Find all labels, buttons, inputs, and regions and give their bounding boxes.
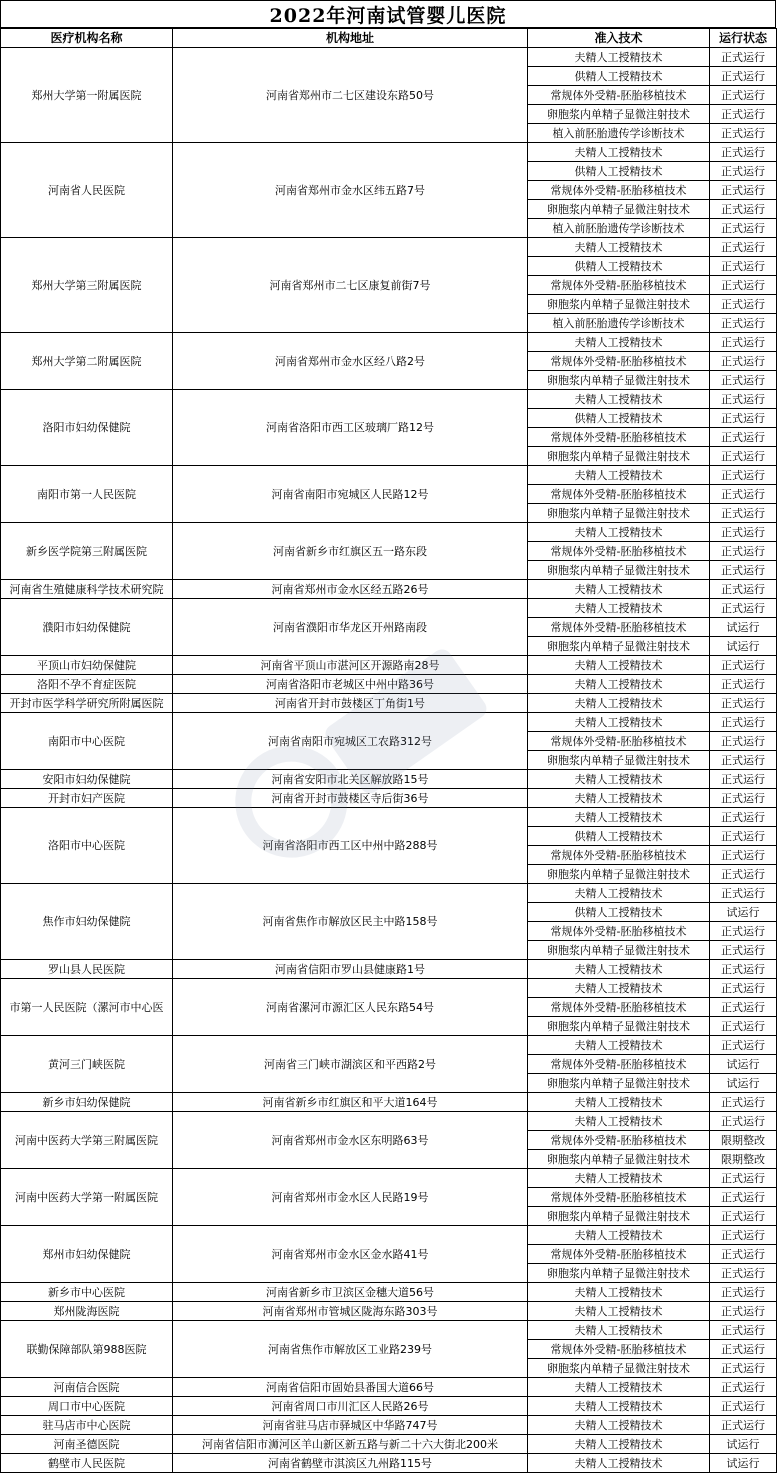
hospital-address-cell: 河南省南阳市宛城区人民路12号 xyxy=(173,466,528,523)
technology-cell: 卵胞浆内单精子显微注射技术 xyxy=(528,295,710,314)
hospital-name-cell: 郑州大学第一附属医院 xyxy=(1,48,173,143)
technology-cell: 常规体外受精-胚胎移植技术 xyxy=(528,352,710,371)
technology-cell: 夫精人工授精技术 xyxy=(528,675,710,694)
table-row xyxy=(1,960,777,979)
hospital-address-cell: 河南省开封市鼓楼区寺后街36号 xyxy=(173,789,528,808)
technology-cell: 卵胞浆内单精子显微注射技术 xyxy=(528,561,710,580)
hospital-name-cell: 驻马店市中心医院 xyxy=(1,1416,173,1435)
hospital-name-cell: 市第一人民医院（漯河市中心医 xyxy=(1,979,173,1036)
status-cell: 正式运行 xyxy=(710,1017,777,1036)
status-cell: 正式运行 xyxy=(710,1321,777,1340)
hospital-name-cell: 黄河三门峡医院 xyxy=(1,1036,173,1093)
table-row xyxy=(1,1321,777,1340)
status-cell: 正式运行 xyxy=(710,884,777,903)
status-cell: 正式运行 xyxy=(710,219,777,238)
hospital-name-cell: 鹤壁市人民医院 xyxy=(1,1454,173,1473)
status-cell: 正式运行 xyxy=(710,656,777,675)
status-cell: 试运行 xyxy=(710,903,777,922)
table-row xyxy=(1,1112,777,1131)
technology-cell: 卵胞浆内单精子显微注射技术 xyxy=(528,865,710,884)
hospital-name-cell: 郑州大学第三附属医院 xyxy=(1,238,173,333)
table-row xyxy=(1,713,777,732)
technology-cell: 卵胞浆内单精子显微注射技术 xyxy=(528,941,710,960)
technology-cell: 夫精人工授精技术 xyxy=(528,238,710,257)
technology-cell: 常规体外受精-胚胎移植技术 xyxy=(528,485,710,504)
hospital-table xyxy=(0,28,777,1473)
technology-cell: 夫精人工授精技术 xyxy=(528,770,710,789)
hospital-name-cell: 濮阳市妇幼保健院 xyxy=(1,599,173,656)
hospital-address-cell: 河南省周口市川汇区人民路26号 xyxy=(173,1397,528,1416)
technology-cell: 夫精人工授精技术 xyxy=(528,960,710,979)
hospital-name-cell: 周口市中心医院 xyxy=(1,1397,173,1416)
hospital-address-cell: 河南省鹤壁市淇滨区九州路115号 xyxy=(173,1454,528,1473)
technology-cell: 夫精人工授精技术 xyxy=(528,1302,710,1321)
technology-cell: 常规体外受精-胚胎移植技术 xyxy=(528,542,710,561)
technology-cell: 夫精人工授精技术 xyxy=(528,1093,710,1112)
hospital-address-cell: 河南省焦作市解放区工业路239号 xyxy=(173,1321,528,1378)
table-row xyxy=(1,656,777,675)
status-cell: 正式运行 xyxy=(710,428,777,447)
hospital-address-cell: 河南省信阳市固始县番国大道66号 xyxy=(173,1378,528,1397)
hospital-address-cell: 河南省三门峡市湖滨区和平西路2号 xyxy=(173,1036,528,1093)
technology-cell: 供精人工授精技术 xyxy=(528,257,710,276)
technology-cell: 夫精人工授精技术 xyxy=(528,694,710,713)
status-cell: 正式运行 xyxy=(710,1302,777,1321)
technology-cell: 夫精人工授精技术 xyxy=(528,1169,710,1188)
hospital-name-cell: 新乡医学院第三附属医院 xyxy=(1,523,173,580)
status-cell: 试运行 xyxy=(710,1435,777,1454)
table-header-row xyxy=(1,29,777,48)
hospital-name-cell: 河南中医药大学第三附属医院 xyxy=(1,1112,173,1169)
status-cell: 正式运行 xyxy=(710,143,777,162)
hospital-address-cell: 河南省开封市鼓楼区丁角街1号 xyxy=(173,694,528,713)
technology-cell: 植入前胚胎遗传学诊断技术 xyxy=(528,124,710,143)
technology-cell: 夫精人工授精技术 xyxy=(528,143,710,162)
hospital-name-cell: 河南信合医院 xyxy=(1,1378,173,1397)
hospital-address-cell: 河南省安阳市北关区解放路15号 xyxy=(173,770,528,789)
sheet-title: 2022年河南试管婴儿医院 xyxy=(0,0,776,28)
status-cell: 正式运行 xyxy=(710,1169,777,1188)
technology-cell: 夫精人工授精技术 xyxy=(528,523,710,542)
technology-cell: 卵胞浆内单精子显微注射技术 xyxy=(528,200,710,219)
status-cell: 正式运行 xyxy=(710,333,777,352)
table-row xyxy=(1,599,777,618)
table-row xyxy=(1,466,777,485)
status-cell: 正式运行 xyxy=(710,1226,777,1245)
technology-cell: 常规体外受精-胚胎移植技术 xyxy=(528,1188,710,1207)
status-cell: 正式运行 xyxy=(710,371,777,390)
hospital-address-cell: 河南省濮阳市华龙区开州路南段 xyxy=(173,599,528,656)
header-name: 医疗机构名称 xyxy=(1,29,173,48)
status-cell: 正式运行 xyxy=(710,257,777,276)
status-cell: 正式运行 xyxy=(710,694,777,713)
hospital-address-cell: 河南省郑州市管城区陇海东路303号 xyxy=(173,1302,528,1321)
technology-cell: 夫精人工授精技术 xyxy=(528,1435,710,1454)
hospital-address-cell: 河南省郑州市金水区经八路2号 xyxy=(173,333,528,390)
hospital-name-cell: 洛阳市中心医院 xyxy=(1,808,173,884)
header-address: 机构地址 xyxy=(173,29,528,48)
status-cell: 正式运行 xyxy=(710,1207,777,1226)
technology-cell: 常规体外受精-胚胎移植技术 xyxy=(528,618,710,637)
status-cell: 正式运行 xyxy=(710,580,777,599)
hospital-address-cell: 河南省南阳市宛城区工农路312号 xyxy=(173,713,528,770)
hospital-address-cell: 河南省郑州市金水区经五路26号 xyxy=(173,580,528,599)
status-cell: 正式运行 xyxy=(710,1036,777,1055)
technology-cell: 卵胞浆内单精子显微注射技术 xyxy=(528,371,710,390)
technology-cell: 夫精人工授精技术 xyxy=(528,1112,710,1131)
technology-cell: 夫精人工授精技术 xyxy=(528,1321,710,1340)
technology-cell: 夫精人工授精技术 xyxy=(528,1226,710,1245)
technology-cell: 夫精人工授精技术 xyxy=(528,1036,710,1055)
hospital-name-cell: 河南中医药大学第一附属医院 xyxy=(1,1169,173,1226)
hospital-name-cell: 河南省生殖健康科学技术研究院 xyxy=(1,580,173,599)
status-cell: 正式运行 xyxy=(710,352,777,371)
hospital-address-cell: 河南省郑州市金水区东明路63号 xyxy=(173,1112,528,1169)
technology-cell: 卵胞浆内单精子显微注射技术 xyxy=(528,1207,710,1226)
status-cell: 正式运行 xyxy=(710,238,777,257)
technology-cell: 供精人工授精技术 xyxy=(528,162,710,181)
hospital-name-cell: 联勤保障部队第988医院 xyxy=(1,1321,173,1378)
hospital-name-cell: 平顶山市妇幼保健院 xyxy=(1,656,173,675)
status-cell: 正式运行 xyxy=(710,979,777,998)
status-cell: 正式运行 xyxy=(710,67,777,86)
hospital-address-cell: 河南省洛阳市西工区中州中路288号 xyxy=(173,808,528,884)
hospital-address-cell: 河南省郑州市二七区康复前街7号 xyxy=(173,238,528,333)
technology-cell: 常规体外受精-胚胎移植技术 xyxy=(528,86,710,105)
status-cell: 正式运行 xyxy=(710,827,777,846)
table-row xyxy=(1,789,777,808)
technology-cell: 常规体外受精-胚胎移植技术 xyxy=(528,846,710,865)
hospital-name-cell: 南阳市第一人民医院 xyxy=(1,466,173,523)
status-cell: 正式运行 xyxy=(710,998,777,1017)
hospital-name-cell: 开封市妇产医院 xyxy=(1,789,173,808)
hospital-address-cell: 河南省洛阳市老城区中州中路36号 xyxy=(173,675,528,694)
status-cell: 正式运行 xyxy=(710,1112,777,1131)
table-row xyxy=(1,523,777,542)
table-row xyxy=(1,390,777,409)
table-row xyxy=(1,1378,777,1397)
hospital-name-cell: 新乡市中心医院 xyxy=(1,1283,173,1302)
table-row xyxy=(1,1397,777,1416)
status-cell: 正式运行 xyxy=(710,276,777,295)
technology-cell: 常规体外受精-胚胎移植技术 xyxy=(528,1055,710,1074)
status-cell: 正式运行 xyxy=(710,599,777,618)
status-cell: 正式运行 xyxy=(710,1093,777,1112)
status-cell: 正式运行 xyxy=(710,409,777,428)
hospital-address-cell: 河南省郑州市金水区金水路41号 xyxy=(173,1226,528,1283)
table-row xyxy=(1,1283,777,1302)
hospital-name-cell: 河南圣德医院 xyxy=(1,1435,173,1454)
hospital-address-cell: 河南省郑州市金水区人民路19号 xyxy=(173,1169,528,1226)
table-row xyxy=(1,675,777,694)
hospital-name-cell: 新乡市妇幼保健院 xyxy=(1,1093,173,1112)
status-cell: 正式运行 xyxy=(710,561,777,580)
table-row xyxy=(1,1226,777,1245)
technology-cell: 夫精人工授精技术 xyxy=(528,599,710,618)
header-status: 运行状态 xyxy=(710,29,777,48)
technology-cell: 卵胞浆内单精子显微注射技术 xyxy=(528,447,710,466)
status-cell: 正式运行 xyxy=(710,504,777,523)
hospital-name-cell: 河南省人民医院 xyxy=(1,143,173,238)
status-cell: 试运行 xyxy=(710,637,777,656)
status-cell: 正式运行 xyxy=(710,542,777,561)
hospital-address-cell: 河南省信阳市浉河区羊山新区新五路与新二十六大街北200米 xyxy=(173,1435,528,1454)
status-cell: 试运行 xyxy=(710,1454,777,1473)
technology-cell: 卵胞浆内单精子显微注射技术 xyxy=(528,637,710,656)
technology-cell: 卵胞浆内单精子显微注射技术 xyxy=(528,1359,710,1378)
table-row xyxy=(1,1454,777,1473)
status-cell: 正式运行 xyxy=(710,732,777,751)
technology-cell: 夫精人工授精技术 xyxy=(528,656,710,675)
table-row xyxy=(1,694,777,713)
hospital-name-cell: 安阳市妇幼保健院 xyxy=(1,770,173,789)
status-cell: 正式运行 xyxy=(710,447,777,466)
table-row xyxy=(1,979,777,998)
table-row xyxy=(1,143,777,162)
hospital-name-cell: 郑州大学第二附属医院 xyxy=(1,333,173,390)
status-cell: 正式运行 xyxy=(710,466,777,485)
technology-cell: 卵胞浆内单精子显微注射技术 xyxy=(528,1074,710,1093)
table-row xyxy=(1,1036,777,1055)
table-row xyxy=(1,884,777,903)
hospital-address-cell: 河南省驻马店市驿城区中华路747号 xyxy=(173,1416,528,1435)
hospital-name-cell: 开封市医学科学研究所附属医院 xyxy=(1,694,173,713)
status-cell: 正式运行 xyxy=(710,865,777,884)
technology-cell: 常规体外受精-胚胎移植技术 xyxy=(528,428,710,447)
status-cell: 正式运行 xyxy=(710,1245,777,1264)
table-row xyxy=(1,1302,777,1321)
technology-cell: 植入前胚胎遗传学诊断技术 xyxy=(528,314,710,333)
status-cell: 试运行 xyxy=(710,1074,777,1093)
technology-cell: 夫精人工授精技术 xyxy=(528,713,710,732)
status-cell: 正式运行 xyxy=(710,1264,777,1283)
hospital-name-cell: 焦作市妇幼保健院 xyxy=(1,884,173,960)
status-cell: 正式运行 xyxy=(710,1340,777,1359)
technology-cell: 夫精人工授精技术 xyxy=(528,48,710,67)
status-cell: 正式运行 xyxy=(710,751,777,770)
table-row xyxy=(1,1435,777,1454)
hospital-name-cell: 洛阳不孕不育症医院 xyxy=(1,675,173,694)
status-cell: 试运行 xyxy=(710,1055,777,1074)
hospital-address-cell: 河南省洛阳市西工区玻璃厂路12号 xyxy=(173,390,528,466)
technology-cell: 夫精人工授精技术 xyxy=(528,1378,710,1397)
hospital-address-cell: 河南省信阳市罗山县健康路1号 xyxy=(173,960,528,979)
status-cell: 正式运行 xyxy=(710,713,777,732)
status-cell: 正式运行 xyxy=(710,770,777,789)
status-cell: 正式运行 xyxy=(710,200,777,219)
technology-cell: 供精人工授精技术 xyxy=(528,903,710,922)
status-cell: 正式运行 xyxy=(710,314,777,333)
hospital-address-cell: 河南省漯河市源汇区人民东路54号 xyxy=(173,979,528,1036)
table-row xyxy=(1,808,777,827)
table-row xyxy=(1,238,777,257)
hospital-address-cell: 河南省平顶山市湛河区开源路南28号 xyxy=(173,656,528,675)
technology-cell: 常规体外受精-胚胎移植技术 xyxy=(528,1340,710,1359)
status-cell: 正式运行 xyxy=(710,846,777,865)
technology-cell: 夫精人工授精技术 xyxy=(528,466,710,485)
hospital-address-cell: 河南省焦作市解放区民主中路158号 xyxy=(173,884,528,960)
hospital-address-cell: 河南省新乡市卫滨区金穗大道56号 xyxy=(173,1283,528,1302)
technology-cell: 卵胞浆内单精子显微注射技术 xyxy=(528,1150,710,1169)
status-cell: 正式运行 xyxy=(710,1397,777,1416)
status-cell: 正式运行 xyxy=(710,675,777,694)
status-cell: 正式运行 xyxy=(710,48,777,67)
table-row xyxy=(1,580,777,599)
status-cell: 试运行 xyxy=(710,618,777,637)
technology-cell: 供精人工授精技术 xyxy=(528,67,710,86)
status-cell: 正式运行 xyxy=(710,295,777,314)
status-cell: 正式运行 xyxy=(710,485,777,504)
technology-cell: 卵胞浆内单精子显微注射技术 xyxy=(528,105,710,124)
technology-cell: 供精人工授精技术 xyxy=(528,409,710,428)
table-row xyxy=(1,1169,777,1188)
technology-cell: 夫精人工授精技术 xyxy=(528,1283,710,1302)
technology-cell: 供精人工授精技术 xyxy=(528,827,710,846)
technology-cell: 夫精人工授精技术 xyxy=(528,1416,710,1435)
technology-cell: 夫精人工授精技术 xyxy=(528,390,710,409)
technology-cell: 卵胞浆内单精子显微注射技术 xyxy=(528,751,710,770)
status-cell: 限期整改 xyxy=(710,1131,777,1150)
status-cell: 正式运行 xyxy=(710,181,777,200)
hospital-name-cell: 郑州市妇幼保健院 xyxy=(1,1226,173,1283)
hospital-name-cell: 南阳市中心医院 xyxy=(1,713,173,770)
status-cell: 正式运行 xyxy=(710,1378,777,1397)
technology-cell: 夫精人工授精技术 xyxy=(528,1454,710,1473)
table-row xyxy=(1,333,777,352)
table-row xyxy=(1,1093,777,1112)
hospital-name-cell: 洛阳市妇幼保健院 xyxy=(1,390,173,466)
technology-cell: 夫精人工授精技术 xyxy=(528,1397,710,1416)
status-cell: 正式运行 xyxy=(710,941,777,960)
status-cell: 正式运行 xyxy=(710,390,777,409)
header-technology: 准入技术 xyxy=(528,29,710,48)
technology-cell: 夫精人工授精技术 xyxy=(528,979,710,998)
status-cell: 正式运行 xyxy=(710,86,777,105)
technology-cell: 常规体外受精-胚胎移植技术 xyxy=(528,922,710,941)
status-cell: 正式运行 xyxy=(710,922,777,941)
technology-cell: 常规体外受精-胚胎移植技术 xyxy=(528,998,710,1017)
technology-cell: 植入前胚胎遗传学诊断技术 xyxy=(528,219,710,238)
status-cell: 正式运行 xyxy=(710,124,777,143)
status-cell: 限期整改 xyxy=(710,1150,777,1169)
table-row xyxy=(1,48,777,67)
table-row xyxy=(1,770,777,789)
technology-cell: 卵胞浆内单精子显微注射技术 xyxy=(528,504,710,523)
status-cell: 正式运行 xyxy=(710,808,777,827)
status-cell: 正式运行 xyxy=(710,1188,777,1207)
hospital-address-cell: 河南省郑州市二七区建设东路50号 xyxy=(173,48,528,143)
technology-cell: 夫精人工授精技术 xyxy=(528,808,710,827)
technology-cell: 夫精人工授精技术 xyxy=(528,789,710,808)
status-cell: 正式运行 xyxy=(710,789,777,808)
status-cell: 正式运行 xyxy=(710,1359,777,1378)
technology-cell: 常规体外受精-胚胎移植技术 xyxy=(528,732,710,751)
hospital-address-cell: 河南省新乡市红旗区五一路东段 xyxy=(173,523,528,580)
technology-cell: 卵胞浆内单精子显微注射技术 xyxy=(528,1017,710,1036)
hospital-address-cell: 河南省郑州市金水区纬五路7号 xyxy=(173,143,528,238)
status-cell: 正式运行 xyxy=(710,523,777,542)
status-cell: 正式运行 xyxy=(710,1416,777,1435)
technology-cell: 常规体外受精-胚胎移植技术 xyxy=(528,181,710,200)
hospital-name-cell: 郑州陇海医院 xyxy=(1,1302,173,1321)
technology-cell: 常规体外受精-胚胎移植技术 xyxy=(528,1131,710,1150)
technology-cell: 卵胞浆内单精子显微注射技术 xyxy=(528,1264,710,1283)
technology-cell: 常规体外受精-胚胎移植技术 xyxy=(528,276,710,295)
technology-cell: 夫精人工授精技术 xyxy=(528,333,710,352)
status-cell: 正式运行 xyxy=(710,105,777,124)
status-cell: 正式运行 xyxy=(710,1283,777,1302)
technology-cell: 常规体外受精-胚胎移植技术 xyxy=(528,1245,710,1264)
technology-cell: 夫精人工授精技术 xyxy=(528,580,710,599)
status-cell: 正式运行 xyxy=(710,960,777,979)
hospital-name-cell: 罗山县人民医院 xyxy=(1,960,173,979)
table-row xyxy=(1,1416,777,1435)
hospital-address-cell: 河南省新乡市红旗区和平大道164号 xyxy=(173,1093,528,1112)
status-cell: 正式运行 xyxy=(710,162,777,181)
technology-cell: 夫精人工授精技术 xyxy=(528,884,710,903)
